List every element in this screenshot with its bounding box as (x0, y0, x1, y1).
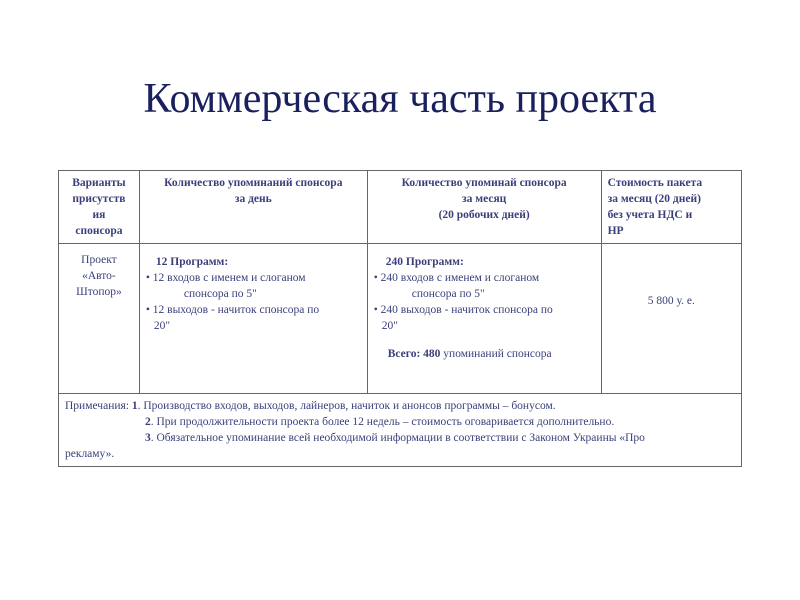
commercial-table (58, 170, 742, 467)
per-month-cell (367, 244, 601, 394)
project-line: «Авто- (82, 270, 116, 282)
notes-row (59, 394, 742, 467)
table-row (59, 244, 742, 394)
header-per-month-line: за месяц (462, 193, 507, 205)
notes-label: Примечания: (65, 400, 129, 412)
total-rest: упоминаний спонсора (443, 348, 552, 360)
price-cell (601, 244, 741, 394)
header-variants-line: ия (92, 209, 106, 221)
total-value: 480 (423, 348, 441, 360)
note-text: . При продолжительности проекта более 12 недель – стоимость оговаривается дополнительно. (150, 416, 615, 428)
project-cell (59, 244, 140, 394)
header-per-month (367, 171, 601, 244)
month-title: 240 Программ: (385, 256, 464, 268)
note-text-cont: рекламу». (65, 448, 115, 460)
note-3 (65, 430, 735, 446)
note-number: 3 (145, 432, 151, 444)
header-per-day-line: Количество упоминаний спонсора (164, 177, 343, 189)
header-price-line: НР (607, 225, 624, 237)
month-total (374, 346, 595, 362)
header-per-month-line: Количество упоминай спонсора (401, 177, 567, 189)
header-price-line: за месяц (20 дней) (607, 193, 701, 205)
month-item: • 240 выходов - начиток спонсора по (373, 304, 553, 316)
notes-cell (59, 394, 742, 467)
day-title: 12 Программ: (155, 256, 229, 268)
table-header-row (59, 171, 742, 244)
month-item-cont: 20" (381, 320, 398, 332)
month-item: • 240 входов с именем и слоганом (373, 272, 540, 284)
header-per-day-line: за день (234, 193, 272, 205)
note-text: . Обязательное упоминание всей необходимой информации в соответствии с Законом Украины «Про (150, 432, 645, 444)
note-2 (65, 414, 735, 430)
header-variants (59, 171, 140, 244)
total-label: Всего: (387, 348, 421, 360)
day-item: • 12 входов с именем и слоганом (145, 272, 306, 284)
per-day-cell (139, 244, 367, 394)
note-1 (65, 398, 735, 414)
price-value: 5 800 у. е. (647, 294, 695, 307)
project-line: Штопор» (76, 286, 122, 298)
header-price-line: Стоимость пакета (607, 177, 703, 189)
month-item-cont: спонсора по 5" (411, 288, 485, 300)
page-title: Коммерческая часть проекта (143, 76, 657, 122)
header-per-day (139, 171, 367, 244)
note-number: 2 (145, 416, 151, 428)
header-per-month-line: (20 робочих дней) (438, 209, 530, 221)
project-line: Проект (81, 254, 117, 266)
header-variants-line: присутств (72, 193, 126, 205)
day-item: • 12 выходов - начиток спонсора по (145, 304, 320, 316)
note-number: 1 (131, 400, 138, 412)
note-text: . Производство входов, выходов, лайнеров, начиток и анонсов программы – бонусом. (137, 400, 556, 412)
header-variants-line: спонсора (75, 225, 123, 237)
header-price (601, 171, 741, 244)
header-price-line: без учета НДС и (607, 209, 693, 221)
header-variants-line: Варианты (72, 177, 126, 189)
day-item-cont: спонсора по 5" (183, 288, 257, 300)
day-item-cont: 20" (153, 320, 171, 332)
